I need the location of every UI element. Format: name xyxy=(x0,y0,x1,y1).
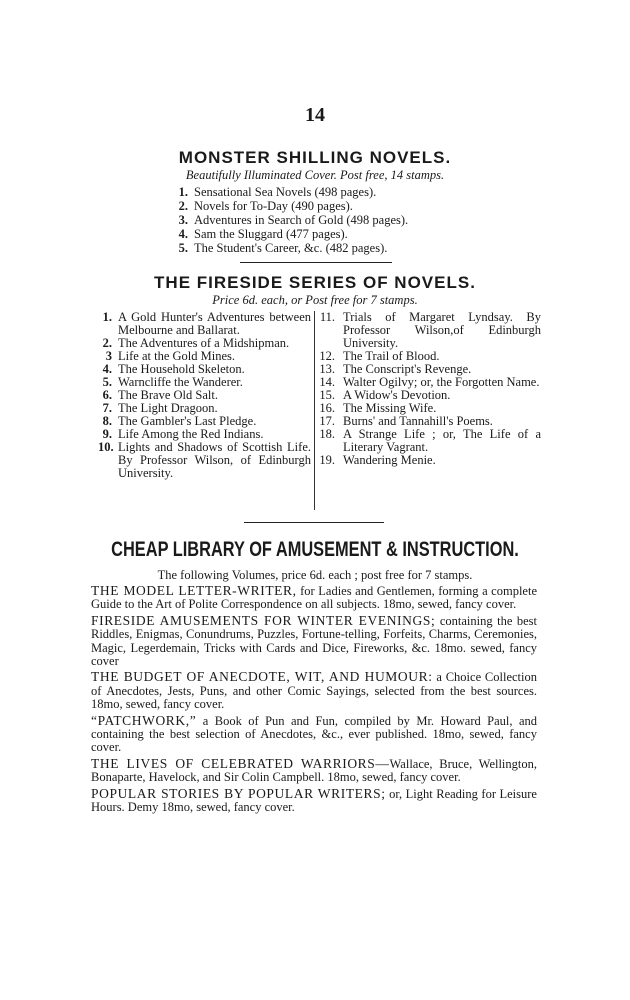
item-title: The Student's Career, &c. (482 pages). xyxy=(194,241,388,255)
item-title: Warncliffe the Wanderer. xyxy=(118,375,243,389)
item-number: 4. xyxy=(102,362,112,376)
list-item xyxy=(172,213,552,227)
cover-note: Beautifully Illuminated Cover. xyxy=(185,168,337,182)
monster-novels-list xyxy=(172,185,552,255)
item-title: A Gold Hunter's Adventures between Melbourne and Ballarat. xyxy=(118,310,311,337)
item-title: The Household Skeleton. xyxy=(118,362,245,376)
library-entry xyxy=(91,614,537,669)
item-number: 9. xyxy=(102,427,112,441)
list-item xyxy=(98,441,311,480)
entry-description: or, Light Reading for Leisure Hours. Demy 18mo, sewed, fancy cover. xyxy=(91,786,537,815)
item-number: 18. xyxy=(319,427,335,441)
item-title: The Gambler's Last Pledge. xyxy=(118,414,257,428)
cheap-library-intro: The following Volumes, price 6d. each ; post free for 7 stamps. xyxy=(157,568,473,582)
library-entry xyxy=(91,670,537,711)
item-title: The Light Dragoon. xyxy=(118,401,218,415)
item-title: Life Among the Red Indians. xyxy=(118,427,264,441)
page-number: 14 xyxy=(305,104,325,126)
entry-description: a Book of Pun and Fun, compiled by Mr. Howard Paul, and containing the best selection of Anecdotes, &c., ever published. 18mo, sewed, fancy cover. xyxy=(91,713,537,755)
monster-novels-heading: MONSTER SHILLING NOVELS. xyxy=(178,148,452,167)
item-number: 5. xyxy=(102,375,112,389)
monster-novels-subtitle xyxy=(0,168,630,183)
entry-description: containing the best Riddles, Enigmas, Conundrums, Puzzles, Fortune-telling, Forfeits, Charms, Ceremonies, Magic, Legerdemain, Tricks with Cards and Dice, Fireworks, &c. 18mo. sewed, fancy cover xyxy=(91,613,538,669)
item-title: Adventures in Search of Gold (498 pages). xyxy=(194,213,409,227)
item-number: 6. xyxy=(102,388,112,402)
item-title: A Widow's Devotion. xyxy=(343,388,451,402)
item-number: 3. xyxy=(178,213,188,227)
entry-title: FIRESIDE AMUSEMENTS FOR WINTER EVENINGS; xyxy=(91,612,436,628)
item-title: The Missing Wife. xyxy=(343,401,437,415)
divider-rule xyxy=(244,522,384,523)
list-item xyxy=(98,311,311,337)
item-title: Walter Ogilvy; or, the Forgotten Name. xyxy=(343,375,540,389)
item-number: 8. xyxy=(102,414,112,428)
item-number: 15. xyxy=(319,388,335,402)
item-title: Sam the Sluggard (477 pages). xyxy=(194,227,348,241)
item-number: 16. xyxy=(319,401,335,415)
entry-title: THE MODEL LETTER-WRITER, xyxy=(91,583,297,598)
fireside-series-heading: THE FIRESIDE SERIES OF NOVELS. xyxy=(154,273,476,292)
item-number: 11. xyxy=(319,310,335,324)
item-title: The Conscript's Revenge. xyxy=(343,362,472,376)
item-title: Sensational Sea Novels (498 pages). xyxy=(194,185,377,199)
list-item xyxy=(172,199,552,213)
item-title: The Trail of Blood. xyxy=(343,349,440,363)
item-title: Novels for To-Day (490 pages). xyxy=(194,199,353,213)
post-note: Post free, 14 stamps. xyxy=(340,168,445,182)
library-entry xyxy=(91,714,537,755)
entry-title: “PATCHWORK,” xyxy=(91,712,197,728)
divider-rule xyxy=(240,262,392,263)
entry-description: a Choice Collection of Anecdotes, Jests, Puns, and other Comic Sayings, selected from the best sources. 18mo, sewed, fancy cover. xyxy=(91,670,537,712)
list-item xyxy=(317,454,541,467)
item-number: 5. xyxy=(178,241,188,255)
list-item xyxy=(317,428,541,454)
item-number: 3 xyxy=(105,349,112,363)
entry-title: THE LIVES OF CELEBRATED WARRIORS— xyxy=(91,755,390,771)
item-title: Burns' and Tannahill's Poems. xyxy=(343,414,493,428)
fireside-right-column xyxy=(317,311,541,467)
item-title: Life at the Gold Mines. xyxy=(118,349,235,363)
item-number: 1. xyxy=(178,185,188,199)
library-entry xyxy=(91,584,537,612)
list-item xyxy=(317,311,541,350)
item-number: 13. xyxy=(319,362,335,376)
list-item xyxy=(172,241,552,255)
item-number: 7. xyxy=(102,401,112,415)
entry-title: THE BUDGET OF ANECDOTE, WIT, AND HUMOUR: xyxy=(91,669,433,685)
item-title: Trials of Margaret Lyndsay. By Professor Wilson,of Edinburgh University. xyxy=(343,310,541,350)
item-number: 2. xyxy=(102,336,112,350)
item-number: 19. xyxy=(319,453,335,467)
list-item xyxy=(172,185,552,199)
item-number: 4. xyxy=(178,227,188,241)
cheap-library-entries xyxy=(91,584,537,817)
item-title: The Adventures of a Midshipman. xyxy=(118,336,290,350)
item-number: 2. xyxy=(178,199,188,213)
fireside-series-subtitle: Price 6d. each, or Post free for 7 stamps. xyxy=(212,293,418,307)
item-title: The Brave Old Salt. xyxy=(118,388,218,402)
entry-title: POPULAR STORIES BY POPULAR WRITERS; xyxy=(91,785,386,801)
list-item xyxy=(172,227,552,241)
item-number: 12. xyxy=(319,349,335,363)
entry-description: Wallace, Bruce, Wellington, Bonaparte, Havelock, and Sir Colin Campbell. 18mo, sewed, fancy cover. xyxy=(91,756,538,785)
library-entry xyxy=(91,757,537,785)
item-title: A Strange Life ; or, The Life of a Literary Vagrant. xyxy=(343,427,541,454)
library-entry xyxy=(91,787,537,815)
item-title: Wandering Menie. xyxy=(343,453,436,467)
column-divider xyxy=(314,311,315,510)
item-number: 14. xyxy=(319,375,335,389)
item-title: Lights and Shadows of Scottish Life. By Professor Wilson, of Edinburgh University. xyxy=(118,440,311,480)
item-number: 17. xyxy=(319,414,335,428)
cheap-library-heading: CHEAP LIBRARY OF AMUSEMENT & INSTRUCTION. xyxy=(111,538,519,561)
item-number: 1. xyxy=(102,310,112,324)
fireside-left-column xyxy=(98,311,311,480)
item-number: 10. xyxy=(98,440,114,454)
entry-description: for Ladies and Gentlemen, forming a complete Guide to the Art of Polite Correspondence on all subjects. 18mo, sewed, fancy cover. xyxy=(91,584,537,612)
